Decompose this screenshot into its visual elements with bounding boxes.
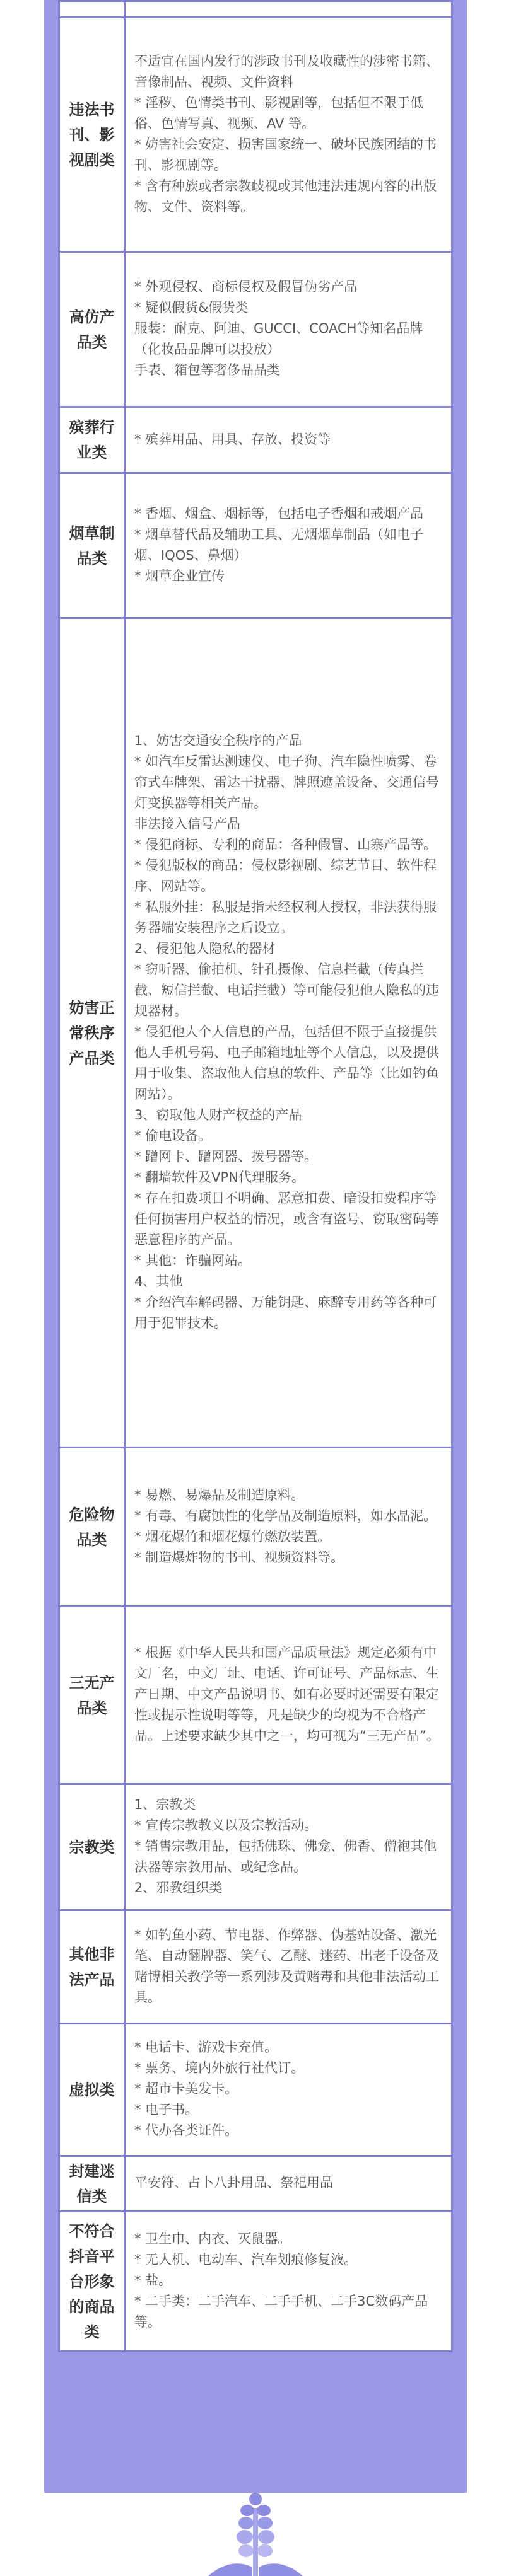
description-line: * 烟草企业宣传 [134, 568, 225, 584]
description-line: * 疑似假货&假货类 [134, 300, 249, 315]
description-line: * 侵犯版权的商品：侵权影视剧、综艺节目、软件程序、网站等。 [134, 858, 437, 894]
description-line: * 有毒、有腐蚀性的化学品及制造原料，如水晶泥。 [134, 1508, 437, 1523]
description-line: * 介绍汽车解码器、万能钥匙、麻醉专用药等各种可用于犯罪技术。 [134, 1295, 437, 1331]
description-line: * 宣传宗教教义以及宗教活动。 [134, 1818, 318, 1833]
table-row [59, 2212, 452, 2352]
description-cell [125, 2212, 452, 2352]
table-row [59, 252, 452, 407]
category-cell: 不符合抖音平台形象的商品类 [59, 2212, 125, 2352]
description-line: * 如汽车反雷达测速仪、电子狗、汽车隐性喷雾、卷帘式车牌架、雷达干扰器、牌照遮盖设备、交通信号灯变换器等相关产品。 [134, 754, 439, 811]
category-cell: 其他非法产品 [59, 1910, 125, 2024]
description-line: * 二手类：二手汽车、二手手机、二手3C数码产品等。 [134, 2294, 428, 2330]
description-line: * 盐。 [134, 2273, 172, 2288]
category-cell: 违法书刊、影视剧类 [59, 18, 125, 252]
description-line: * 殡葬用品、用具、存放、投资等 [134, 431, 331, 447]
category-cell [59, 1, 125, 18]
description-line: * 窃听器、偷拍机、针孔摄像、信息拦截（传真拦截、短信拦截、电话拦截）等可能侵犯他人隐私的违规器材。 [134, 962, 439, 1019]
description-line: * 根据《中华人民共和国产品质量法》规定必须有中文厂名，中文厂址、电话、许可证号、产品标志、生产日期、中文产品说明书、如有必要时还需要有限定性或提示性说明等等，凡是缺少的均视为不合格产品。上述要求缺少其中之一，均可视为“三无产品”。 [134, 1645, 440, 1743]
description-cell [125, 1784, 452, 1910]
category-cell: 虚拟类 [59, 2024, 125, 2156]
table-row [59, 473, 452, 618]
description-line: * 淫秽、色情类书刊、影视剧等，包括但不限于低俗、色情写真、视频、AV 等。 [134, 95, 424, 131]
description-line: 4、其他 [134, 1274, 183, 1289]
category-cell: 妨害正常秩序产品类 [59, 618, 125, 1448]
description-line: * 烟草替代品及辅助工具、无烟烟草制品（如电子烟、IQOS、鼻烟） [134, 526, 424, 563]
table-row [59, 1607, 452, 1784]
description-line: * 妨害社会安定、损害国家统一、破坏民族团结的书刊、影视剧等。 [134, 136, 437, 173]
description-line: * 香烟、烟盒、烟标等，包括电子香烟和戒烟产品 [134, 505, 424, 521]
category-cell: 烟草制品类 [59, 473, 125, 618]
category-cell: 危险物品类 [59, 1448, 125, 1607]
description-line: 1、宗教类 [134, 1797, 196, 1812]
table-row [59, 1784, 452, 1910]
description-line: * 烟花爆竹和烟花爆竹燃放装置。 [134, 1528, 331, 1544]
description-cell [125, 18, 452, 252]
category-cell: 封建迷信类 [59, 2156, 125, 2212]
description-line: 平安符、占卜八卦用品、祭祀用品 [134, 2175, 333, 2190]
description-line: * 制造爆炸物的书刊、视频资料等。 [134, 1549, 344, 1565]
description-line: * 易燃、易爆品及制造原料。 [134, 1487, 305, 1503]
lavender-flower-icon [208, 2493, 303, 2576]
description-line: * 销售宗教用品，包括佛珠、佛龛、佛香、僧袍其他法器等宗教用品、或纪念品。 [134, 1839, 437, 1874]
category-cell: 殡葬行业类 [59, 407, 125, 473]
description-line: 手表、箱包等奢侈品品类 [134, 362, 280, 378]
lavender-decoration [0, 2493, 511, 2576]
description-line: * 侵犯商标、专利的商品：各种假冒、山寨产品等。 [134, 837, 437, 852]
description-line: * 蹭网卡、蹭网器、拨号器等。 [134, 1149, 318, 1164]
description-cell [125, 618, 452, 1448]
description-line: * 其他：诈骗网站。 [134, 1253, 252, 1268]
prohibited-products-table [58, 0, 453, 2352]
description-line: * 超市卡美发卡。 [134, 2081, 238, 2096]
table-row [59, 18, 452, 252]
description-cell [125, 2156, 452, 2212]
description-line: * 无人机、电动车、汽车划痕修复液。 [134, 2252, 358, 2267]
description-line: * 偷电设备。 [134, 1128, 212, 1143]
description-cell [125, 1607, 452, 1784]
description-cell [125, 1910, 452, 2024]
table-row [59, 618, 452, 1448]
table-row [59, 1910, 452, 2024]
category-cell: 三无产品类 [59, 1607, 125, 1784]
description-line: * 存在扣费项目不明确、恶意扣费、暗设扣费程序等任何损害用户权益的情况，或含有盗号、窃取密码等恶意程序的产品。 [134, 1191, 439, 1247]
table-row [59, 407, 452, 473]
description-line: * 翻墙软件及VPN代理服务。 [134, 1170, 305, 1185]
description-line: * 卫生巾、内衣、灭鼠器。 [134, 2231, 291, 2246]
description-line: * 含有种族或者宗教歧视或其他违法违规内容的出版物、文件、资料等。 [134, 178, 437, 214]
description-line: 3、窃取他人财产权益的产品 [134, 1107, 302, 1123]
description-line: * 侵犯他人个人信息的产品，包括但不限于直接提供他人手机号码、电子邮箱地址等个人信息，以及提供用于收集、盗取他人信息的软件、产品等（比如钓鱼网站）。 [134, 1024, 439, 1102]
description-line: 不适宜在国内发行的涉政书刊及收藏性的涉密书籍、音像制品、视频、文件资料 [134, 53, 439, 90]
description-line: 1、妨害交通安全秩序的产品 [134, 733, 302, 748]
description-line: 服装：耐克、阿迪、GUCCI、COACH等知名品牌（化妆品品牌可以投放） [134, 321, 423, 357]
description-line: * 代办各类证件。 [134, 2123, 238, 2138]
description-line: * 如钓鱼小药、节电器、作弊器、伪基站设备、激光笔、自动翻牌器、笑气、乙醚、迷药、出老千设备及赌博相关教学等一系列涉及黄赌毒和其他非法活动工具。 [134, 1927, 439, 2005]
description-cell [125, 2024, 452, 2156]
description-cell [125, 252, 452, 407]
description-line: 非法接入信号产品 [134, 816, 240, 831]
table-row [59, 2024, 452, 2156]
table-row [59, 2156, 452, 2212]
description-line: * 电子书。 [134, 2102, 199, 2117]
description-cell [125, 407, 452, 473]
category-cell: 高仿产品类 [59, 252, 125, 407]
description-cell [125, 1448, 452, 1607]
description-line: * 电话卡、游戏卡充值。 [134, 2040, 278, 2055]
description-line: 2、邪教组织类 [134, 1880, 223, 1895]
description-cell [125, 473, 452, 618]
description-line: * 票务、境内外旅行社代订。 [134, 2060, 305, 2076]
description-cell [125, 1, 452, 18]
description-line: * 私服外挂：私服是指未经权利人授权，非法获得服务器端安装程序之后设立。 [134, 899, 437, 935]
description-line: 2、侵犯他人隐私的器材 [134, 941, 276, 956]
description-line: * 外观侵权、商标侵权及假冒伪劣产品 [134, 279, 358, 294]
table-row [59, 1, 452, 18]
table-row [59, 1448, 452, 1607]
category-cell: 宗教类 [59, 1784, 125, 1910]
